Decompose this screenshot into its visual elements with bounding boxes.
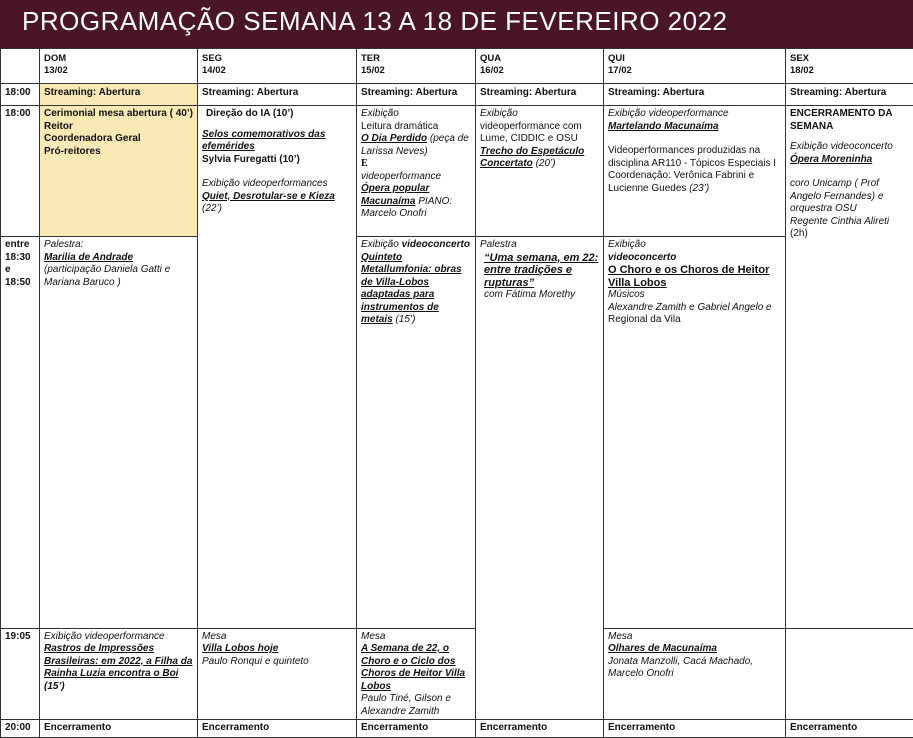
time-cell: 18:00 [1, 84, 40, 106]
streaming-cell-seg: Streaming: Abertura [198, 84, 357, 106]
cell-dom-3: Exibição videoperformance Rastros de Impressões Brasileiras: em 2022, a Filha da Rainha Luzia encontra o Boi (15’) [40, 628, 198, 720]
closing-cell-qua: Encerramento [476, 720, 604, 738]
time-cell: 19:05 [1, 628, 40, 720]
closing-row [1, 720, 913, 738]
cell-qua-3: Mesa A Semana de 22, o Choro e o Ciclo dos Choros de Heitor Villa Lobos Paulo Tiné, Gilson e Alexandre Zamith [357, 628, 476, 720]
cell-seg-2: Exibição videoconcerto Quinteto Metallumfonia: obras de Villa-Lobos adaptadas para instrumentos de metais (15’) [357, 237, 476, 629]
cell-qui-3: Mesa Olhares de Macunaíma Jonata Manzolli, Cacá Machado, Marcelo Onofri [604, 628, 786, 720]
cell-seg-1: Direção do IA (10’) Selos comemorativos das efemérides Sylvia Furegatti (10’) Exibição videoperformances Quiet, Desrotular-se e Kieza (22’) [198, 106, 357, 629]
header-corner [1, 49, 40, 84]
header-row [1, 49, 913, 84]
closing-cell-qui: Encerramento [604, 720, 786, 738]
streaming-cell-qua: Streaming: Abertura [476, 84, 604, 106]
cell-qui-1: Exibição videoperformance Martelando Macunaíma Videoperformances produzidas na disciplina AR110 - Tópicos Especiais I Coordenação: Verônica Fabrini e Lucienne Guedes (23’) [604, 106, 786, 237]
title-bar [0, 0, 913, 48]
cell-sex-3 [786, 628, 913, 720]
day-header-qua: QUA 16/02 [476, 49, 604, 84]
streaming-row [1, 84, 913, 106]
day-header-qui: QUI 17/02 [604, 49, 786, 84]
session-row-1 [1, 106, 913, 237]
cell-seg-3: Mesa Villa Lobos hoje Paulo Ronqui e quinteto [198, 628, 357, 720]
closing-cell-ter: Encerramento [357, 720, 476, 738]
time-cell: entre 18:30 e 18:50 [1, 237, 40, 629]
cell-ter-1: Exibição Leitura dramática O Dia Perdido (peça de Larissa Neves) E videoperformance Ópera popular Macunaíma PIANO: Marcelo Onofri [357, 106, 476, 237]
cell-sex-1: ENCERRAMENTO DA SEMANA Exibição videoconcerto Ópera Moreninha coro Unicamp ( Prof Angelo Fernandes) e orquestra OSU Regente Cinthia Alireti (2h) [786, 106, 913, 629]
time-cell: 20:00 [1, 720, 40, 738]
cell-ter-2: Palestra “Uma semana, em 22: entre tradições e rupturas” com Fátima Morethy [476, 237, 604, 720]
streaming-cell-ter: Streaming: Abertura [357, 84, 476, 106]
day-header-dom: DOM 13/02 [40, 49, 198, 84]
schedule-table [0, 48, 913, 738]
cell-qua-2: Exibição videoconcerto O Choro e os Choros de Heitor Villa Lobos Músicos Alexandre Zamith e Gabriel Angelo e Regional da Vila [604, 237, 786, 629]
cell-dom-1: Cerimonial mesa abertura ( 40’) Reitor Coordenadora Geral Pró-reitores [40, 106, 198, 237]
day-header-seg: SEG 14/02 [198, 49, 357, 84]
closing-cell-sex: Encerramento [786, 720, 913, 738]
day-header-ter: TER 15/02 [357, 49, 476, 84]
closing-cell-dom: Encerramento [40, 720, 198, 738]
streaming-cell-dom: Streaming: Abertura [40, 84, 198, 106]
session-row-3 [1, 628, 913, 720]
cell-dom-2: Palestra: Marilia de Andrade (participação Daniela Gatti e Mariana Baruco ) [40, 237, 198, 629]
closing-cell-seg: Encerramento [198, 720, 357, 738]
streaming-cell-qui: Streaming: Abertura [604, 84, 786, 106]
cell-qua-1: Exibição videoperformance com Lume, CIDDIC e OSU Trecho do Espetáculo Concertato (20’) [476, 106, 604, 237]
page-title: PROGRAMAÇÃO SEMANA 13 A 18 DE FEVEREIRO 2022 [22, 6, 727, 37]
time-cell: 18:00 [1, 106, 40, 237]
day-header-sex: SEX 18/02 [786, 49, 913, 84]
streaming-cell-sex: Streaming: Abertura [786, 84, 913, 106]
session-row-2 [1, 237, 913, 629]
